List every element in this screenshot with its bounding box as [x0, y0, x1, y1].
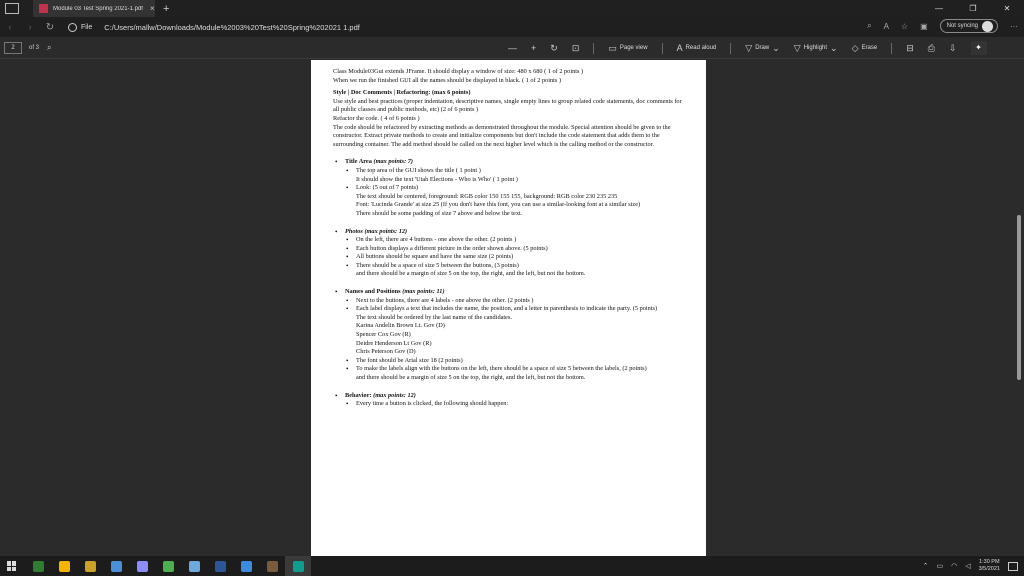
- style-heading: Style | Doc Comments | Refactoring: (max 6 points): [333, 89, 471, 97]
- highlight-icon: ▽: [793, 42, 801, 53]
- restore-button[interactable]: ❐: [969, 4, 977, 13]
- read-aloud-button[interactable]: A Read aloud: [676, 43, 717, 53]
- browser-tab[interactable]: [33, 0, 155, 17]
- zoom-icon[interactable]: ⌕: [867, 21, 872, 30]
- avatar-icon: [982, 21, 993, 32]
- taskbar-app-5[interactable]: [129, 556, 155, 576]
- erase-button[interactable]: ◇ Erase: [851, 42, 878, 53]
- site-info-icon[interactable]: [68, 23, 77, 32]
- list-item: • Each label displays a text that includes the name, the position, and a letter in parenthesis to indicate the party. (5 points): [333, 305, 685, 314]
- chevron-up-icon[interactable]: ⌃: [922, 563, 929, 570]
- clock[interactable]: [979, 559, 1000, 573]
- forward-button[interactable]: ›: [28, 21, 32, 33]
- pin-toolbar-icon[interactable]: ✦: [971, 41, 987, 55]
- list-item-continuation: There should be some padding of size 7 above and below the text.: [356, 209, 523, 217]
- toolbar-divider: [662, 43, 663, 54]
- taskbar-app-9-icon: [241, 561, 252, 572]
- taskbar-app-edge[interactable]: [285, 556, 311, 576]
- zoom-out-button[interactable]: —: [508, 43, 517, 53]
- pdf-toolbar: [0, 37, 1024, 59]
- search-icon[interactable]: ⌕: [47, 42, 52, 52]
- list-item: • Look: (5 out of 7 points): [333, 184, 685, 193]
- taskbar-app-word[interactable]: [207, 556, 233, 576]
- candidate-line: Karina Andelin Brown Lt. Gov (D): [356, 322, 445, 330]
- chevron-down-icon: ⌄: [772, 42, 780, 53]
- rotate-icon[interactable]: ↻: [550, 42, 558, 53]
- page-view-button[interactable]: ▭ Page view: [608, 42, 648, 53]
- taskbar-app-9[interactable]: [233, 556, 259, 576]
- list-item: • To make the labels align with the buttons on the left, there should be a space of size 5 between the labels, (2 points): [333, 365, 685, 374]
- candidate-line: Chris Peterson Gov (D): [356, 348, 416, 356]
- list-item: • Next to the buttons, there are 4 labels - one above the other. (2 points ): [333, 297, 685, 306]
- taskbar-app-word-icon: [215, 561, 226, 572]
- taskbar-app-4[interactable]: [103, 556, 129, 576]
- section-behavior: [333, 392, 685, 401]
- save-icon[interactable]: ⇩: [948, 42, 957, 53]
- close-window-button[interactable]: ✕: [1003, 4, 1011, 13]
- taskbar-apps: [25, 556, 311, 576]
- section-max-points: (max points: 12): [373, 391, 416, 399]
- chevron-down-icon: ⌄: [830, 42, 838, 53]
- candidate-line: Deidre Henderson Lt Gov (R): [356, 339, 432, 347]
- highlight-button[interactable]: ▽ Highlight ⌄: [793, 42, 838, 53]
- file-scheme-label: File: [81, 23, 93, 31]
- scrollbar-thumb[interactable]: [1017, 215, 1021, 380]
- favorites-star-icon[interactable]: ☆: [900, 21, 909, 31]
- candidate-line: Spencer Cox Gov (R): [356, 331, 411, 339]
- wifi-icon[interactable]: ◠: [951, 563, 958, 570]
- intro-line: Class Module03Gui extends JFrame. It should display a window of size: 480 x 680 ( 1 of 2 points ): [333, 68, 584, 75]
- list-item-continuation: Font: 'Lucinda Grande' at size 25 (If you don't have this font, you can use a similar-looking font at a similar size): [356, 201, 641, 209]
- read-aloud-icon: A: [676, 43, 683, 53]
- system-tray: [923, 556, 1018, 576]
- section-heading: Names and Positions: [345, 288, 401, 296]
- browser-actions: [867, 19, 1018, 33]
- section-names-positions: [333, 288, 685, 297]
- taskbar-app-chrome[interactable]: [51, 556, 77, 576]
- tab-title: Module 03 Test Spring 2021-1.pdf: [53, 5, 143, 12]
- notification-icon[interactable]: [1008, 562, 1018, 571]
- taskbar-app-7[interactable]: [181, 556, 207, 576]
- pdf-tools: [508, 41, 987, 55]
- taskbar-app-6[interactable]: [155, 556, 181, 576]
- list-item-continuation: The text should be centered, foreground: RGB color 150 155 155, background: RGB color 230 235 235: [356, 192, 618, 200]
- style-line: Refactor the code. ( 4 of 6 points ): [333, 114, 420, 122]
- taskbar-app-1[interactable]: [25, 556, 51, 576]
- read-aloud-icon[interactable]: A: [883, 21, 889, 31]
- list-item: • On the left, there are 4 buttons - one above the other. (2 points ): [333, 236, 685, 245]
- volume-icon[interactable]: ◁: [965, 563, 971, 570]
- window-menu-icon[interactable]: [5, 3, 19, 14]
- title-bar: [0, 0, 1024, 17]
- section-heading: Behavior:: [345, 391, 372, 399]
- start-button[interactable]: [7, 561, 17, 571]
- list-item-continuation: The text should be ordered by the last name of the candidates.: [356, 313, 512, 321]
- taskbar-app-1-icon: [33, 561, 44, 572]
- new-tab-button[interactable]: +: [163, 2, 170, 15]
- list-item: • The top area of the GUI shows the title ( 1 point ): [333, 167, 685, 176]
- window-controls: [922, 0, 1024, 17]
- more-menu-button[interactable]: ···: [1010, 21, 1018, 31]
- add-text-icon[interactable]: ⊟: [906, 42, 914, 53]
- clock-date: 3/5/2021: [978, 566, 1000, 572]
- style-line: The code should be refactored by extracting methods as demonstrated throughout the module. Special attention should be given to the constructor. Extract private methods to create and initialize components but don't include the code statement that adds them to the surrounding container. The add method should be called on the next higher level which is the calling method or the constructor.: [333, 123, 671, 148]
- taskbar-app-6-icon: [163, 561, 174, 572]
- url-field[interactable]: C:/Users/mallw/Downloads/Module%2003%20Test%20Spring%202021 1.pdf: [104, 22, 360, 32]
- taskbar-app-3[interactable]: [77, 556, 103, 576]
- pdf-page: [311, 60, 706, 556]
- taskbar-app-10-icon: [267, 561, 278, 572]
- page-content: [333, 68, 685, 409]
- tab-close-button[interactable]: ×: [150, 4, 155, 13]
- section-max-points: (max points: 12): [364, 227, 408, 235]
- section-heading: Photos: [345, 227, 363, 235]
- page-view-icon: ▭: [608, 42, 617, 53]
- taskbar-app-3-icon: [85, 561, 96, 572]
- fit-page-icon[interactable]: ⊡: [571, 42, 580, 53]
- section-max-points: (max points: 11): [402, 288, 445, 296]
- list-item: • Each button displays a different picture in the order shown above. (5 points): [333, 245, 685, 254]
- eraser-icon: ◇: [851, 42, 859, 53]
- style-line: Use style and best practices (proper indentation, descriptive names, single empty lines to group related code statements, doc comments for all public classes and public methods, etc) (2 of 6 points ): [333, 97, 682, 114]
- list-item-continuation: and there should be a margin of size 5 on the top, the right, and the left, but not the bottom.: [356, 374, 586, 381]
- intro-line: When we run the finished GUI all the names should be displayed in black. ( 1 of 2 points ): [333, 76, 562, 84]
- pdf-favicon-icon: [39, 4, 48, 13]
- section-photos: [333, 228, 685, 237]
- section-title-area: [333, 158, 685, 167]
- taskbar-app-chrome-icon: [59, 561, 70, 572]
- list-item: • There should be a space of size 5 between the buttons, (3 points): [333, 262, 685, 271]
- minimize-button[interactable]: —: [935, 4, 943, 13]
- list-item: • Every time a button is clicked, the following should happen:: [333, 400, 685, 409]
- draw-icon: ▽: [745, 42, 753, 53]
- taskbar-app-7-icon: [189, 561, 200, 572]
- list-item: • All buttons should be square and have the same size (2 points): [333, 253, 685, 262]
- zoom-in-button[interactable]: +: [531, 43, 537, 53]
- page-total: of 3: [29, 44, 40, 51]
- collections-icon[interactable]: ▣: [920, 21, 928, 31]
- page-number-input[interactable]: 2: [4, 42, 22, 54]
- list-item: • The font should be Arial size 18 (2 points): [333, 357, 685, 366]
- list-item-continuation: It should show the text 'Utah Elections - Who is Who' ( 1 point ): [356, 175, 518, 183]
- draw-button[interactable]: ▽ Draw ⌄: [745, 42, 780, 53]
- taskbar-app-edge-icon: [293, 561, 304, 572]
- back-button[interactable]: ‹: [8, 21, 12, 33]
- taskbar-app-10[interactable]: [259, 556, 285, 576]
- profile-sync-button[interactable]: [940, 19, 998, 33]
- taskbar-app-4-icon: [111, 561, 122, 572]
- list-item-continuation: and there should be a margin of size 5 on the top, the right, and the left, but not the bottom.: [356, 270, 586, 278]
- toolbar-divider: [593, 43, 594, 54]
- toolbar-divider: [891, 43, 892, 54]
- taskbar: [0, 556, 1024, 576]
- sync-label: Not syncing: [946, 23, 978, 29]
- section-max-points: (max points: 7): [373, 158, 413, 166]
- print-icon[interactable]: ⎙: [927, 42, 935, 53]
- battery-icon[interactable]: ▭: [936, 563, 944, 570]
- toolbar-divider: [730, 43, 731, 54]
- taskbar-app-5-icon: [137, 561, 148, 572]
- clock-time: 1:30 PM: [979, 559, 1000, 565]
- address-bar: [0, 17, 1024, 37]
- vertical-scrollbar[interactable]: [1014, 60, 1024, 556]
- reload-button[interactable]: ↻: [45, 21, 55, 33]
- section-heading: Title Area: [345, 158, 372, 166]
